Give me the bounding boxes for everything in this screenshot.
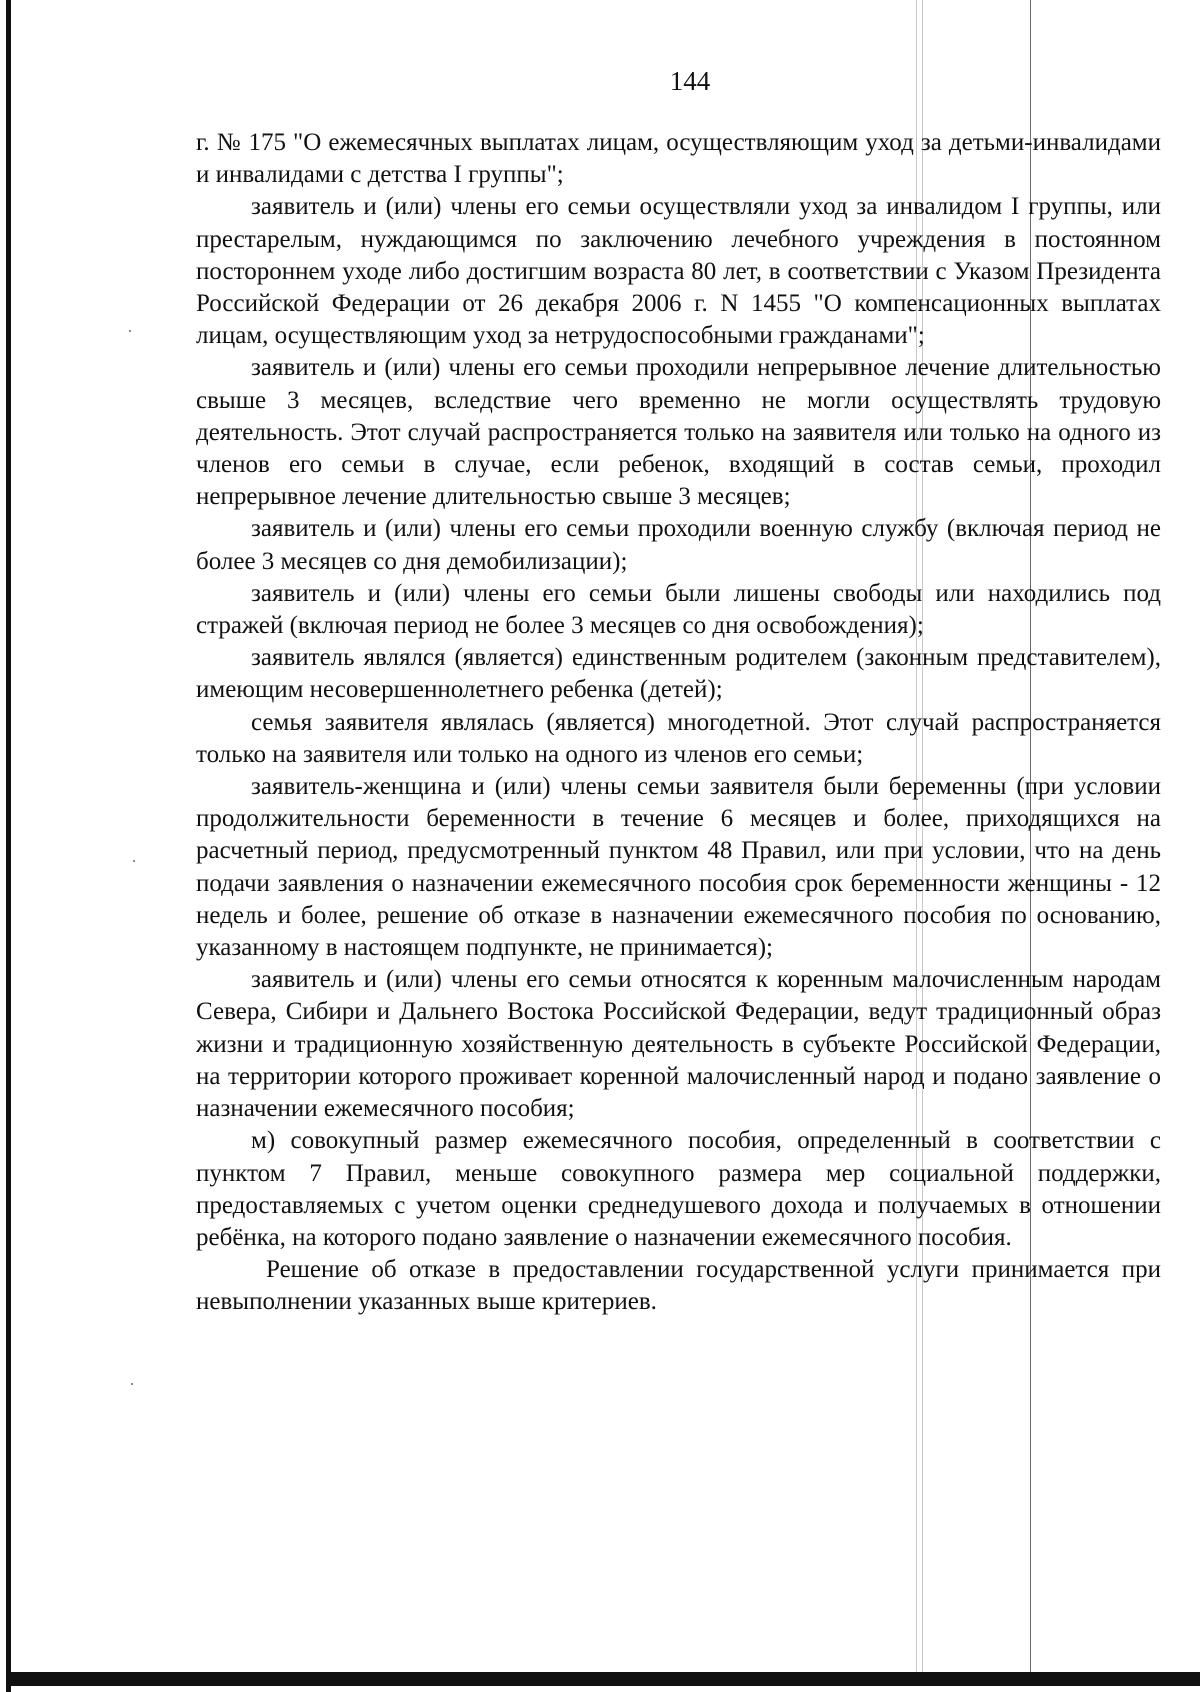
- scan-speck: [131, 1383, 133, 1385]
- paragraph-refusal-decision: Решение об отказе в предоставлении государственной услуги принимается при невыполнении указанных выше критериев.: [196, 1256, 1161, 1316]
- scan-border-bottom: [6, 1672, 1200, 1686]
- paragraph-decree-continuation: г. № 175 "О ежемесячных выплатах лицам, осуществляющим уход за детьми-инвалидами и инвалидами с детства I группы";: [196, 129, 1161, 189]
- paragraph-pregnancy: заявитель-женщина и (или) члены семьи заявителя были беременны (при условии продолжительности беременности в течение 6 месяцев и более, приходящихся на расчетный период, предусмотренный пунктом 48 Правил, или при условии, что на день подачи заявления о назначении ежемесячного пособия срок беременности женщины - 12 недель и более, решение об отказе в назначении ежемесячного пособия по основанию, указанному в настоящем подпункте, не принимается);: [196, 773, 1161, 962]
- scan-speck: [129, 330, 131, 332]
- document-body: [196, 127, 1161, 1319]
- paragraph-care-disabled: заявитель и (или) члены его семьи осуществляли уход за инвалидом I группы, или престарелым, нуждающимся по заключению лечебного учреждения в постоянном постороннем уходе либо достигшим возраста 80 лет, в соответствии с Указом Президента Российской Федерации от 26 декабря 2006 г. N 1455 "О компенсационных выплатах лицам, осуществляющим уход за нетрудоспособными гражданами";: [196, 193, 1161, 350]
- scan-speck: [133, 860, 135, 862]
- scan-border-left: [6, 0, 11, 1692]
- paragraph-large-family: семья заявителя являлась (является) многодетной. Этот случай распространяется только на заявителя или только на одного из членов его семьи;: [196, 708, 1161, 768]
- paragraph-deprivation-of-liberty: заявитель и (или) члены его семьи были лишены свободы или находились под стражей (включая период не более 3 месяцев со дня освобождения);: [196, 579, 1161, 640]
- page-number: 144: [669, 66, 711, 96]
- paragraph-continuous-treatment: заявитель и (или) члены его семьи проходили непрерывное лечение длительностью свыше 3 месяцев, вследствие чего временно не могли осуществлять трудовую деятельность. Этот случай распространяется только на заявителя или только на одного из членов его семьи в случае, если ребенок, входящий в состав семьи, проходил непрерывное лечение длительностью свыше 3 месяцев;: [196, 354, 1161, 511]
- paragraph-military-service: заявитель и (или) члены его семьи проходили военную службу (включая период не более 3 месяцев со дня демобилизации);: [196, 515, 1161, 575]
- paragraph-single-parent: заявитель являлся (является) единственным родителем (законным представителем), имеющим несовершеннолетнего ребенка (детей);: [196, 644, 1161, 704]
- paragraph-item-m: м) совокупный размер ежемесячного пособия, определенный в соответствии с пунктом 7 Правил, меньше совокупного размера мер социальной поддержки, предоставляемых с учетом оценки среднедушевого дохода и получаемых в отношении ребёнка, на которого подано заявление о назначении ежемесячного пособия.: [196, 1127, 1161, 1251]
- paragraph-indigenous-peoples: заявитель и (или) члены его семьи относятся к коренным малочисленным народам Севера, Сибири и Дальнего Востока Российской Федерации, ведут традиционный образ жизни и традиционную хозяйственную деятельность в субъекте Российской Федерации, на территории которого проживает коренной малочисленный народ и подано заявление о назначении ежемесячного пособия;: [196, 966, 1161, 1123]
